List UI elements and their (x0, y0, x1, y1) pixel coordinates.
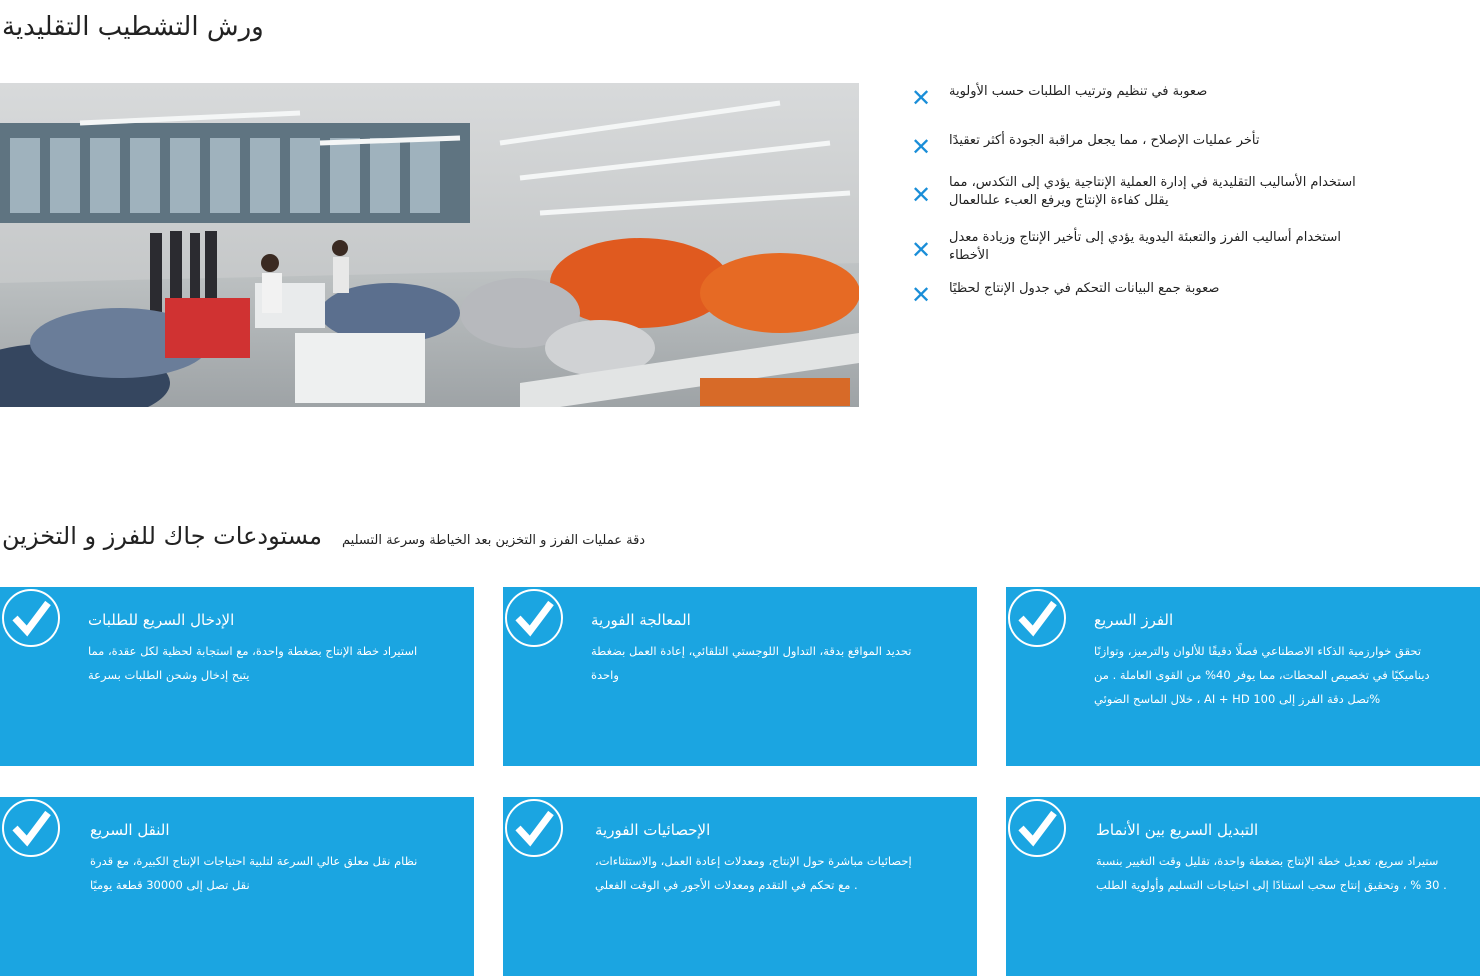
card-description: إحصائيات مباشرة حول الإنتاج، ومعدلات إعادة العمل، والاستثناءات، مع تحكم في التقدم ومعدلات الأجور في الوقت الفعلي . (595, 854, 912, 892)
cross-icon: ✕ (910, 236, 932, 264)
feature-card-fast-style-switching (1006, 797, 1480, 976)
section-title-traditional-workshops: ورش التشطيب التقليدية (2, 12, 264, 42)
check-circle-icon (1007, 798, 1067, 858)
card-description: استيراد خطة الإنتاج بضغطة واحدة، مع استجابة لحظية لكل عقدة، مما يتيح إدخال وشحن الطلبات بسرعة (88, 644, 418, 682)
cross-icon: ✕ (910, 84, 932, 112)
card-title: الإدخال السريع للطلبات (88, 611, 235, 629)
card-description: نظام نقل معلق عالي السرعة لتلبية احتياجات الإنتاج الكبيرة، مع قدرة نقل تصل إلى 30000 قطعة يوميًا (90, 854, 418, 892)
card-title: التبديل السريع بين الأنماط (1096, 821, 1259, 839)
card-title: المعالجة الفورية (591, 611, 691, 629)
issue-item: ✕ استخدام أساليب الفرز والتعبئة اليدوية يؤدي إلى تأخير الإنتاج وزيادة معدل الأخطاء (905, 229, 1375, 265)
issue-item: ✕ استخدام الأساليب التقليدية في إدارة العملية الإنتاجية يؤدي إلى التكدس، مما يقلل كفاءة الإنتاج ويرفع العبء علىالعمال (905, 174, 1375, 210)
check-circle-icon (1007, 588, 1067, 648)
card-description: تحديد المواقع بدقة، التداول اللوجستي التلقائي، إعادة العمل بضغطة واحدة (591, 644, 912, 682)
issue-item: ✕ صعوبة جمع البيانات التحكم في جدول الإنتاج لحظيًا (905, 280, 1375, 306)
feature-card-instant-processing (503, 587, 977, 766)
card-description: تحقق خوارزمية الذكاء الاصطناعي فصلًا دقيقًا للألوان والترميز، وتوازنًا ديناميكيًا في تخصيص المحطات، مما يوفر 40% من القوى العاملة . من خلال الماسح الضوئي ، AI + HD تصل دقة الفرز إلى 100% (1094, 644, 1430, 706)
card-title: الإحصائيات الفورية (595, 821, 711, 839)
feature-card-fast-transport (0, 797, 474, 976)
cross-icon: ✕ (910, 133, 932, 161)
card-description: ستيراد سريع، تعديل خطة الإنتاج بضغطة واحدة، تقليل وقت التغيير بنسبة 30 % ، وتحقيق إنتاج سحب استنادًا إلى احتياجات التسليم وأولوية الطلب . (1096, 854, 1447, 892)
cross-icon: ✕ (910, 181, 932, 209)
workshop-photo-illustration (0, 83, 859, 407)
section-title-jack-warehouses: مستودعات جاك للفرز و التخزين (2, 522, 322, 550)
cross-icon: ✕ (910, 281, 932, 309)
issue-item: ✕ صعوبة في تنظيم وترتيب الطلبات حسب الأولوية (905, 83, 1375, 109)
feature-card-fast-order-entry (0, 587, 474, 766)
card-title: الفرز السريع (1094, 611, 1174, 629)
section-subtitle: دقة عمليات الفرز و التخزين بعد الخياطة وسرعة التسليم (342, 533, 646, 548)
issue-item: ✕ تأخر عمليات الإصلاح ، مما يجعل مراقبة الجودة أكثر تعقيدًا (905, 132, 1375, 158)
feature-card-instant-statistics (503, 797, 977, 976)
check-circle-icon (1, 588, 61, 648)
feature-card-fast-sorting (1006, 587, 1480, 766)
check-circle-icon (1, 798, 61, 858)
check-circle-icon (504, 798, 564, 858)
card-title: النقل السريع (90, 821, 170, 839)
workshop-photo (0, 83, 859, 407)
check-circle-icon (504, 588, 564, 648)
